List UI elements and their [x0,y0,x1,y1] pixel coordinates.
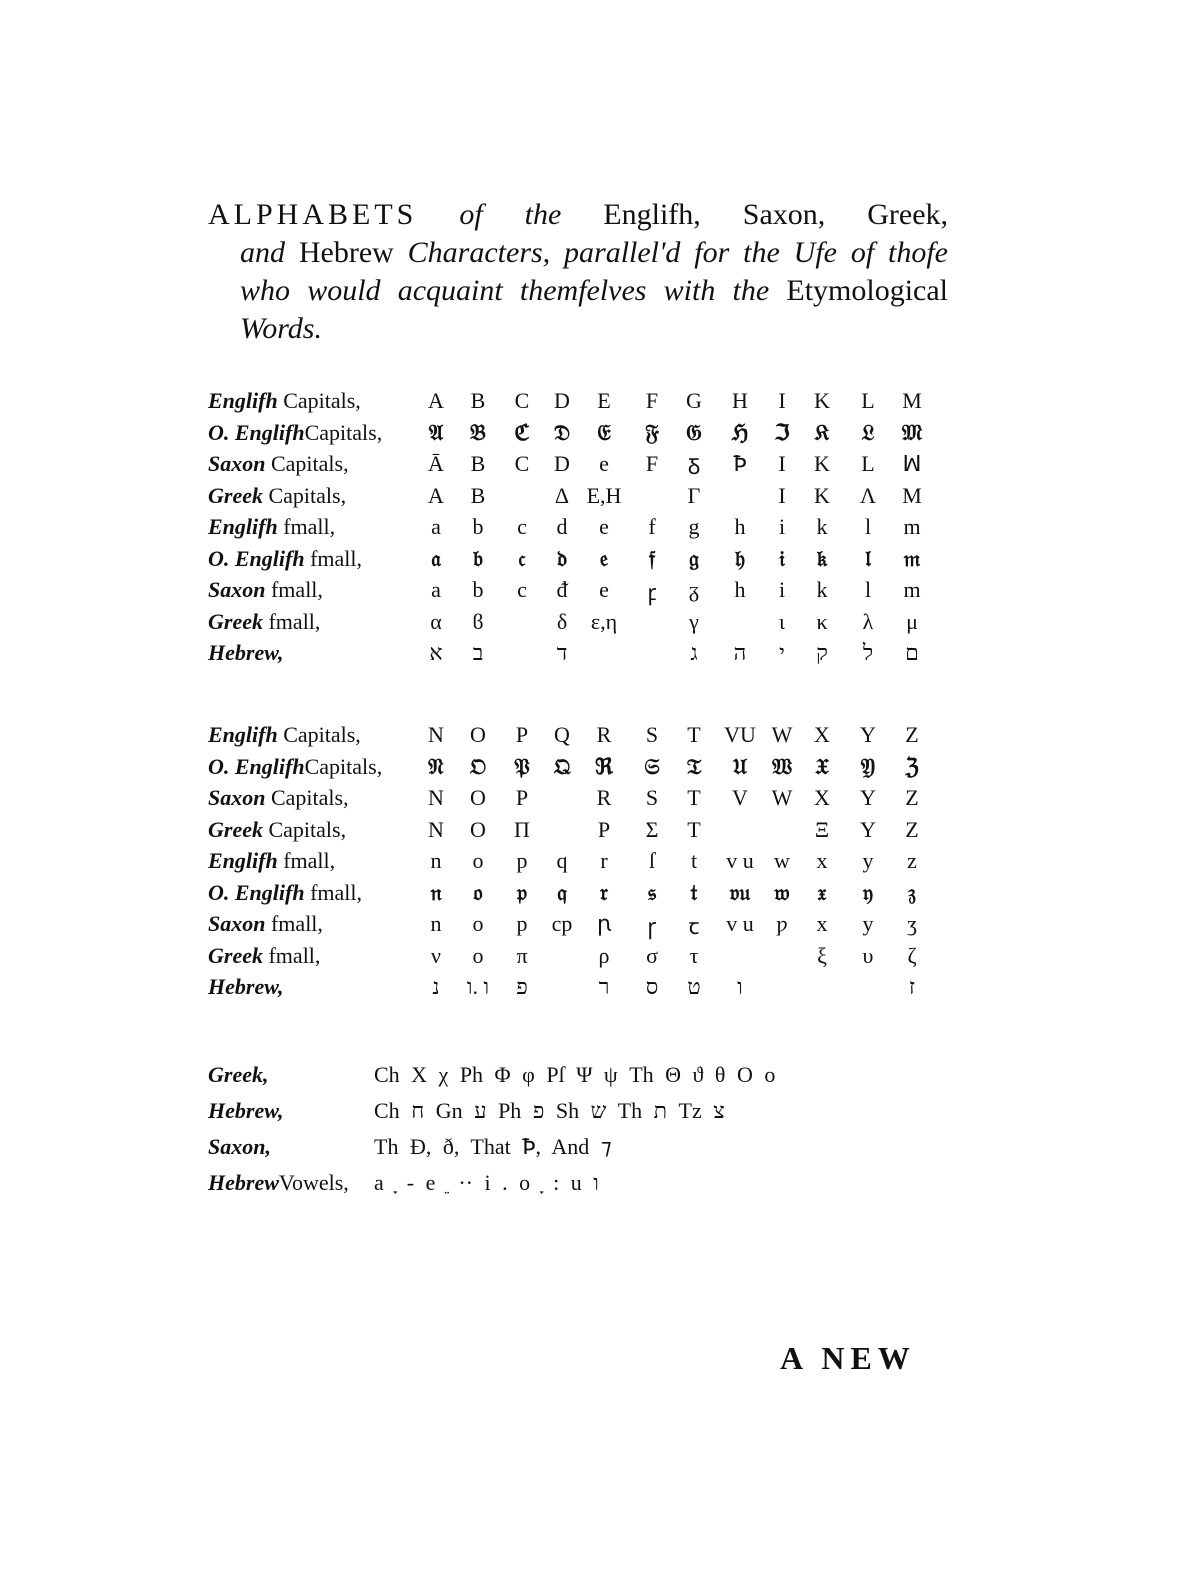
row-label-rest: fmall, [265,911,323,936]
letter-cell: a [431,577,441,602]
letter-cell: Σ [645,816,659,842]
letter-cell: ב [472,640,484,665]
letter-cell: M [902,482,922,508]
letter-cell: π [516,942,528,968]
alphabet-row [208,911,958,943]
letter-cell: 𝔞 [431,545,441,572]
letter-cell: ξ [817,942,827,968]
letter-cell: ℜ [595,753,613,780]
letter-cell: T [687,722,701,747]
page-heading [208,196,948,348]
letter-cell: δ [556,608,568,634]
letter-cell: τ [689,942,699,968]
letter-cell: 𝔴 [774,879,790,906]
letter-cell: P [597,816,611,842]
row-label-italic: Greek [208,608,263,634]
letter-cell: ꞃ [597,911,611,936]
row-label [208,420,382,446]
row-label-italic: O. Englifh [208,879,305,905]
row-label-rest: fmall, [262,942,321,968]
letter-cell: y [862,911,874,936]
alphabet-row [208,451,958,483]
letter-cell: 𝔑 [428,753,444,780]
letter-cell: 𝔐 [901,419,923,446]
letter-cell: VU [724,722,756,747]
row-label-rest: fmall, [262,608,321,634]
row-label [208,754,382,780]
letter-cell: p [516,911,528,936]
letter-cell: 𝔦 [779,545,785,572]
alphabet-row [208,785,958,817]
letter-cell: Ξ [814,816,830,842]
letter-cell: α [430,608,442,634]
letter-cell: A [428,482,444,508]
row-label [208,388,361,414]
letter-cell: b [472,514,484,539]
row-label [208,514,335,540]
letter-cell: ꟽ [902,451,922,476]
letter-cell: 𝔄 [428,419,444,446]
letter-cell: B [470,388,486,413]
heading-etymological: Etymological [786,274,949,307]
letter-cell: 𝔨 [816,545,828,572]
letter-cell: F [645,388,659,413]
letter-cell: ꝼ [647,580,657,605]
letter-cell: N [428,816,444,842]
letter-cell: 𝔉 [645,419,659,446]
letter-cell: t [690,848,698,873]
row-label [208,848,335,874]
alphabet-row [208,420,958,452]
alphabet-row [208,609,958,641]
letter-cell: Y [860,722,876,747]
letter-cell: ε,η [590,608,618,634]
row-label [208,722,361,748]
alphabet-row [208,817,958,849]
letter-cell: פ [516,974,528,999]
letter-cell: K [814,482,830,508]
letter-cell: 𝔤 [689,545,699,572]
letter-cell: 𝔛 [815,753,829,780]
letter-cell: ד [556,640,568,665]
letter-cell: I [778,482,786,508]
row-label-rest: Capitals, [277,722,361,747]
alphabet-row [208,546,958,578]
letter-cell: ℑ [774,419,790,446]
catchword: A NEW [780,1340,916,1376]
letter-cell: Π [514,816,530,842]
letter-cell: q [556,848,568,873]
letter-cell: g [688,514,700,539]
row-label [208,943,320,969]
row-label-italic: Greek [208,482,263,508]
letter-cell: 𝔈 [597,419,611,446]
letter-cell: Υ [860,816,876,842]
row-label-italic: O. Englifh [208,545,305,571]
heading-of-the: of the [459,198,562,231]
letter-cell: 𝔠 [518,545,526,572]
letter-cell: K [814,451,830,476]
letter-cell: γ [689,608,699,634]
letter-cell: ט [687,974,701,999]
row-label [208,785,349,811]
letter-cell: V [732,785,748,810]
row-label-rest: Capitals, [262,816,347,842]
letter-cell: e [599,451,609,476]
letter-cell: Ᵹ [687,454,701,479]
letter-cell: ϐ [472,608,484,634]
row-label-italic: O. Englifh [208,419,305,445]
heading-languages: Englifh, Saxon, Greek, [603,198,949,231]
letter-cell: N [428,722,444,747]
heading-line-4 [208,310,948,348]
letter-cell: 𝔥 [734,545,745,572]
row-label [208,451,349,477]
letter-cell: E,H [586,482,622,508]
alphabet-row [208,754,958,786]
misc-content: Ch Χ χ Ph Φ φ Pſ Ψ ψ Th Θ ϑ θ O o [374,1062,776,1087]
letter-cell: 𝔜 [860,753,876,780]
heading-line-1 [208,196,948,234]
row-label-italic: Englifh [208,722,278,747]
letter-cell: ᵭ [556,577,568,602]
row-label-rest: Capitals, [265,451,349,476]
letter-cell: X [814,722,830,747]
row-label-italic: Saxon [208,577,266,602]
letter-cell: 𝔖 [644,753,660,780]
alphabet-row [208,880,958,912]
heading-characters: Characters, parallel'd for the Ufe of thofe [407,236,948,269]
row-label [208,483,346,509]
letter-cell: r [600,848,608,873]
letter-cell: k [816,577,828,602]
letter-cell: ᵹ [688,577,700,602]
misc-content: Th Ð, ð, That Ꝥ, And ⁊ [374,1134,612,1159]
letter-cell: Ā [428,451,444,476]
misc-label-italic: Hebrew [208,1170,279,1195]
row-label-rest: Capitals, [277,388,361,413]
row-label [208,911,323,937]
letter-cell: א [429,640,443,665]
alphabet-row [208,640,958,672]
letter-cell: 𝔅 [470,419,486,446]
letter-cell: י [779,640,785,665]
row-label-rest: fmall, [304,545,363,571]
letter-cell: 𝔩 [865,545,871,572]
letter-cell: P [515,785,529,810]
letter-cell: n [430,911,442,936]
letter-cell: T [687,816,701,842]
misc-content: a ָ - e ֵ ·· i . o ָ : u ו [374,1170,599,1195]
letter-cell: Z [905,722,919,747]
letter-cell: κ [816,608,828,634]
letter-cell: x [816,848,828,873]
misc-label-rest: Vowels, [278,1170,349,1195]
letter-cell: l [864,514,872,539]
letter-cell: o [472,848,484,873]
letter-cell: cp [551,911,573,936]
letter-cell: O [470,816,486,842]
letter-cell: f [648,514,656,539]
letter-cell: 𝔏 [861,419,875,446]
heading-and: and [240,236,285,269]
letter-cell: h [734,577,746,602]
misc-label [208,1134,271,1160]
letter-cell: W [771,785,793,810]
misc-label-italic: Hebrew, [208,1098,284,1123]
row-label [208,880,362,906]
letter-cell: l [864,577,872,602]
misc-label-italic: Greek, [208,1062,269,1087]
letter-cell: 𝔮 [557,879,567,906]
alphabet-row [208,483,958,515]
letter-cell: ם [905,640,919,665]
misc-label [208,1170,349,1196]
row-label [208,640,284,666]
letter-cell: D [554,388,570,413]
row-label-italic: Saxon [208,451,266,476]
row-label-italic: Saxon [208,911,266,936]
letter-cell: ꞅ [647,914,657,939]
row-label [208,974,284,1000]
letter-cell: ℌ [731,419,749,446]
letter-cell: ק [816,640,828,665]
row-label [208,546,362,572]
letter-cell: D [554,451,570,476]
letter-cell: 𝔘 [732,753,748,780]
letter-cell: 𝔇 [553,419,571,446]
letter-cell: 𝔣 [648,545,656,572]
row-label [208,577,323,603]
letter-cell: x [816,911,828,936]
letter-cell: K [814,388,830,413]
letter-cell: 𝔗 [686,753,702,780]
letter-cell: ס [645,974,659,999]
heading-line3-italic: who would acquaint themfelves with the [240,274,770,307]
letter-cell: L [861,388,875,413]
letter-cell: 𝔓 [514,753,530,780]
letter-cell: 𝔭 [517,879,527,906]
alphabet-row [208,974,958,1006]
letter-cell: v u [726,911,754,936]
row-label-rest: fmall, [277,514,336,539]
alphabet-row [208,577,958,609]
letter-cell: o [472,911,484,936]
letter-cell: m [903,514,921,539]
row-label-rest: Capitals, [265,785,349,810]
alphabet-row [208,514,958,546]
letter-cell: L [861,451,875,476]
alphabet-row [208,848,958,880]
letter-cell: υ [862,942,874,968]
heading-line-3 [208,272,948,310]
letter-cell: c [517,577,527,602]
letter-cell: 𝔎 [814,419,830,446]
misc-label [208,1098,284,1124]
row-label-rest: Capitals, [304,753,383,779]
letter-cell: ה [733,640,747,665]
letter-cell: ו .ו [466,974,490,999]
letter-cell: w [774,848,790,873]
letter-cell: v u [726,848,754,873]
misc-label [208,1062,268,1088]
letter-cell: Y [860,785,876,810]
row-label-italic: Greek [208,816,263,842]
letter-cell: n [430,848,442,873]
row-label-rest: fmall, [265,577,323,602]
letter-cell: E [597,388,611,413]
letter-cell: H [732,388,748,413]
letter-cell: ν [431,942,441,968]
row-label [208,609,320,635]
letter-cell: S [645,785,659,810]
row-label-italic: Englifh [208,848,278,873]
row-label-italic: Hebrew, [208,640,284,665]
letter-cell: 𝔪 [903,545,921,572]
letter-cell: Z [905,785,919,810]
letter-cell: ו [737,974,743,999]
letter-cell: p [516,848,528,873]
letter-cell: ρ [598,942,610,968]
letter-cell: ʒ [907,911,917,936]
heading-caps: ALPHABETS [208,198,418,231]
letter-cell: T [687,785,701,810]
letter-cell: 𝔳𝔲 [729,879,751,906]
letter-cell: 𝔶 [862,879,874,906]
row-label-italic: Englifh [208,388,278,413]
letter-cell: S [645,722,659,747]
row-label-rest: fmall, [277,848,336,873]
row-label-italic: Greek [208,942,263,968]
letter-cell: Q [554,722,570,747]
letter-cell: h [734,514,746,539]
letter-cell: נ [432,974,440,999]
misc-content: Ch ח Gn ע Ph פ Sh ש Th ת Tz צ [374,1098,725,1123]
letter-cell: 𝔬 [473,879,483,906]
letter-cell: y [862,848,874,873]
letter-cell: c [517,514,527,539]
letter-cell: b [472,577,484,602]
letter-cell: Z [905,816,919,842]
letter-cell: Δ [554,482,570,508]
letter-cell: ℨ [905,753,919,780]
letter-cell: ƿ [776,911,788,936]
letter-cell: 𝔰 [647,879,657,906]
letter-cell: i [778,577,786,602]
letter-cell: k [816,514,828,539]
letter-cell: B [470,451,486,476]
letter-cell: I [778,451,786,476]
letter-cell: i [778,514,786,539]
letter-cell: λ [862,608,874,634]
letter-cell: 𝔵 [817,879,827,906]
row-label [208,817,346,843]
letter-cell: M [902,388,922,413]
letter-cell: 𝔊 [686,419,702,446]
letter-cell: z [907,848,917,873]
row-label-rest: fmall, [304,879,363,905]
heading-line-2 [208,234,948,272]
letter-cell: W [771,722,793,747]
letter-cell: C [514,451,530,476]
letter-cell: ℭ [514,419,530,446]
letter-cell: 𝔔 [553,753,571,780]
letter-cell: O [470,722,486,747]
letter-cell: 𝔱 [690,879,698,906]
letter-cell: 𝔟 [472,545,483,572]
letter-cell: G [686,388,702,413]
letter-cell: 𝔯 [600,879,608,906]
row-label-rest: Capitals, [262,482,347,508]
letter-cell: e [599,577,609,602]
letter-cell: ג [690,640,698,665]
letter-cell: a [431,514,441,539]
letter-cell: 𝔚 [771,753,793,780]
row-label-italic: O. Englifh [208,753,305,779]
letter-cell: B [470,482,486,508]
letter-cell: Ꝥ [733,451,747,476]
letter-cell: F [645,451,659,476]
misc-label-italic: Saxon, [208,1134,271,1159]
row-label-italic: Saxon [208,785,266,810]
letter-cell: m [903,577,921,602]
letter-cell: ſ [648,848,656,873]
row-label-rest: Capitals, [304,419,383,445]
letter-cell: 𝔒 [469,753,487,780]
alphabet-row [208,722,958,754]
letter-cell: R [596,785,612,810]
letter-cell: ο [472,942,484,968]
letter-cell: ꞇ [688,914,700,939]
letter-cell: 𝔢 [599,545,609,572]
heading-words: Words. [240,312,322,345]
letter-cell: μ [906,608,918,634]
letter-cell: ζ [907,942,917,968]
letter-cell: I [778,388,786,413]
alphabet-row [208,943,958,975]
letter-cell: R [596,722,612,747]
letter-cell: ר [598,974,610,999]
letter-cell: X [814,785,830,810]
letter-cell: ל [862,640,874,665]
letter-cell: 𝔡 [556,545,567,572]
letter-cell: σ [646,942,658,968]
alphabet-row [208,388,958,420]
letter-cell: N [428,785,444,810]
row-label-italic: Hebrew, [208,974,284,999]
letter-cell: 𝔷 [908,879,916,906]
letter-cell: A [428,388,444,413]
letter-cell: e [599,514,609,539]
letter-cell: d [556,514,568,539]
letter-cell: ז [908,974,916,999]
letter-cell: 𝔫 [430,879,442,906]
letter-cell: P [515,722,529,747]
letter-cell: C [514,388,530,413]
row-label-italic: Englifh [208,514,278,539]
heading-hebrew: Hebrew [298,236,394,269]
letter-cell: ι [779,608,785,634]
letter-cell: Λ [860,482,876,508]
letter-cell: Γ [687,482,701,508]
letter-cell: O [470,785,486,810]
